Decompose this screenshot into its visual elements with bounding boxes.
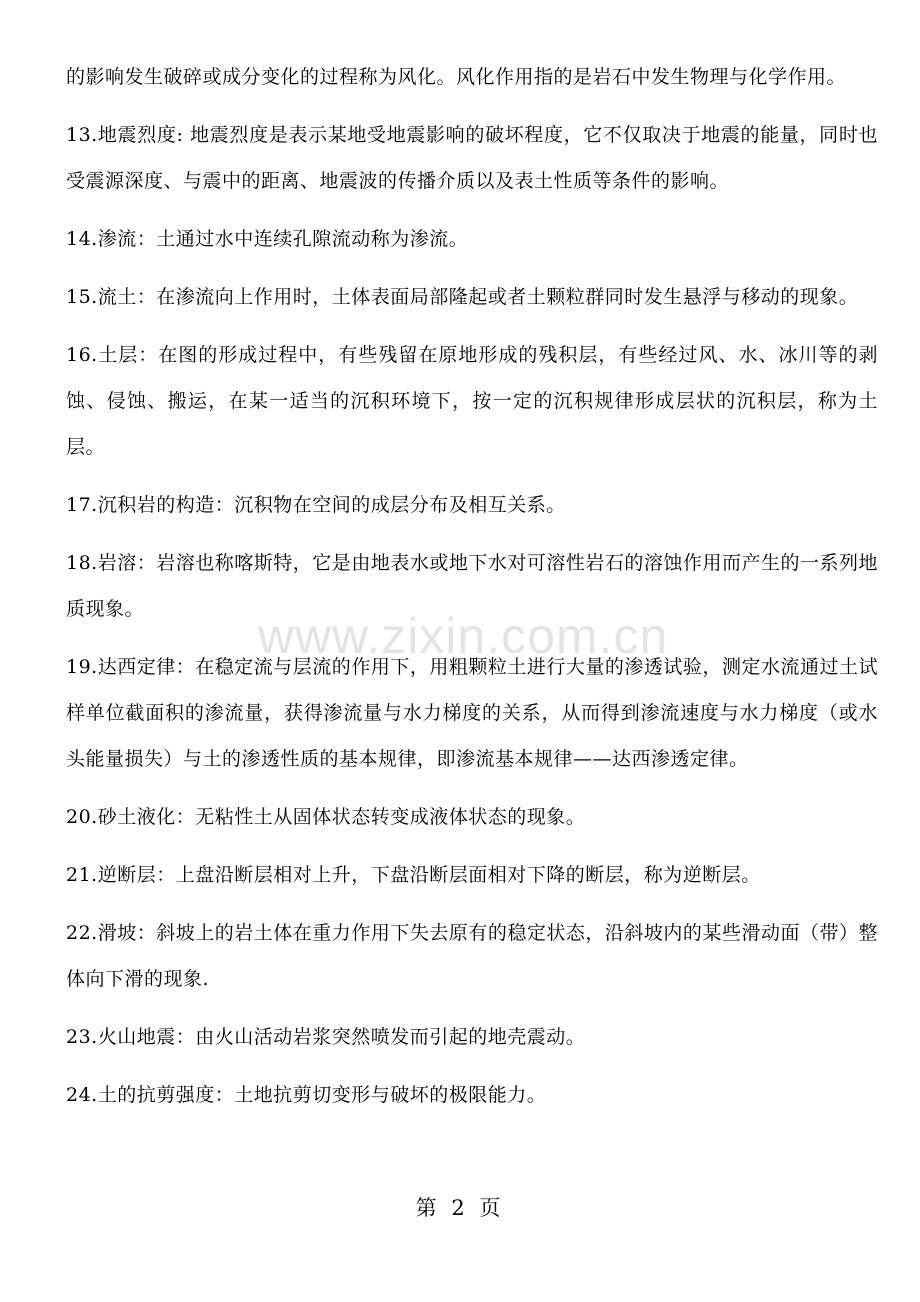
paragraph-reverse-fault: 21.逆断层：上盘沿断层相对上升，下盘沿断层面相对下降的断层，称为逆断层。 [66,864,761,886]
paragraph-seepage: 14.渗流：土通过水中连续孔隙流动称为渗流。 [66,228,469,250]
watermark: www.zixin.com.cn [257,608,669,664]
paragraph-landslide: 22.滑坡：斜坡上的岩土体在重力作用下失去原有的稳定状态，沿斜坡内的某些滑动面（带）整体向下滑的现象. [66,922,878,990]
document-body [66,54,878,1130]
paragraph-karst: 18.岩溶：岩溶也称喀斯特，它是由地表水或地下水对可溶性岩石的溶蚀作用而产生的一系列地质现象。 [66,552,878,620]
paragraph-volcanic-earthquake: 23.火山地震：由火山活动岩浆突然喷发而引起的地壳震动。 [66,1026,586,1048]
paragraph-sand-liquefaction: 20.砂土液化：无粘性土从固体状态转变成液体状态的现象。 [66,806,586,828]
paragraph-piping-soil-flow: 15.流土：在渗流向上作用时，土体表面局部隆起或者土颗粒群同时发生悬浮与移动的现象。 [66,286,859,308]
paragraph-soil-layer: 16.土层：在图的形成过程中，有些残留在原地形成的残积层，有些经过风、水、冰川等的剥蚀、侵蚀、搬运，在某一适当的沉积环境下，按一定的沉积规律形成层状的沉积层，称为土层。 [66,344,878,458]
paragraph-shear-strength: 24.土的抗剪强度：土地抗剪切变形与破坏的极限能力。 [66,1084,547,1106]
paragraph-darcy-law: 19.达西定律：在稳定流与层流的作用下，用粗颗粒土进行大量的渗透试验，测定水流通过土试样单位截面积的渗流量，获得渗流量与水力梯度的关系，从而得到渗流速度与水力梯度（或水头能量损失）与土的渗透性质的基本规律，即渗流基本规律——达西渗透定律。 [66,656,878,770]
paragraph-weathering-continued: 的影响发生破碎或成分变化的过程称为风化。风化作用指的是岩石中发生物理与化学作用。 [66,66,847,88]
paragraph-earthquake-intensity: 13.地震烈度: 地震烈度是表示某地受地震影响的破坏程度，它不仅取决于地震的能量，同时也受震源深度、与震中的距离、地震波的传播介质以及表土性质等条件的影响。 [66,124,878,192]
paragraph-sedimentary-structure: 17.沉积岩的构造：沉积物在空间的成层分布及相互关系。 [66,494,566,516]
page-number: 第 2 页 [415,1196,505,1220]
